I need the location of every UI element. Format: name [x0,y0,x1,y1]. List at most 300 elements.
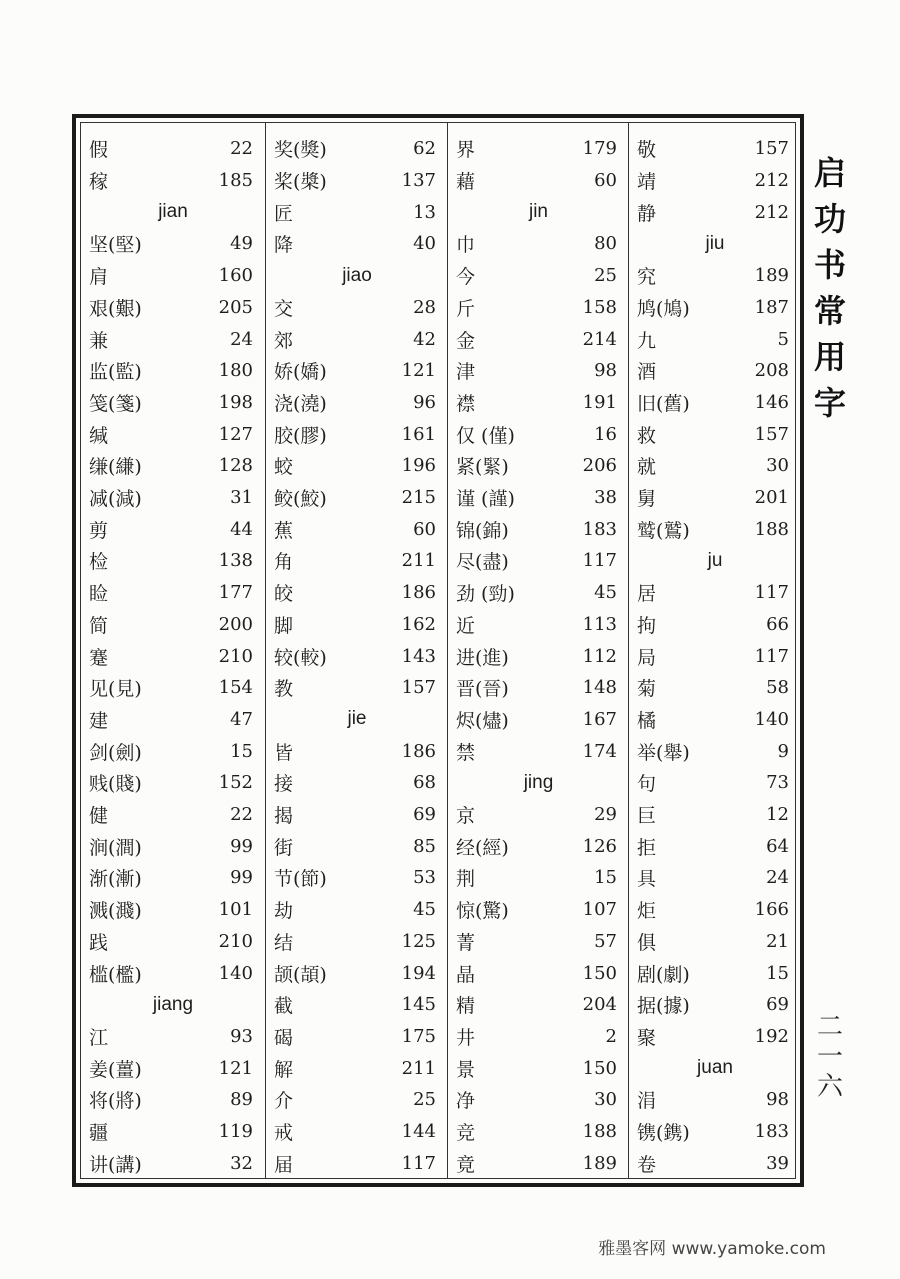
index-entry [81,1021,265,1053]
index-entry [81,1084,265,1116]
entry-page-number: 162 [401,613,436,635]
index-column [628,133,801,1179]
entry-page-number: 49 [230,233,253,255]
index-entry [629,640,801,672]
index-entry [448,704,629,736]
index-entry [266,767,448,799]
entry-page-number: 188 [754,518,789,540]
entry-page-number: 210 [218,930,253,952]
pinyin-label: jiao [342,264,372,286]
index-entry [629,1084,801,1116]
index-entry [629,418,801,450]
entry-page-number: 161 [401,423,436,445]
entry-character: 降 [274,234,294,257]
entry-character: 胶(膠) [274,424,327,447]
pinyin-label: juan [697,1057,733,1079]
index-entry [629,767,801,799]
index-entry [448,545,629,577]
entry-page-number: 191 [582,391,617,413]
entry-page-number: 44 [230,518,253,540]
entry-page-number: 80 [594,233,617,255]
index-entry [81,165,265,197]
index-entry [266,862,448,894]
entry-page-number: 99 [230,835,253,857]
entry-character: 角 [274,551,294,574]
entry-character: 解 [274,1058,294,1081]
entry-page-number: 140 [218,962,253,984]
entry-character: 紧(緊) [456,456,509,479]
entry-page-number: 24 [230,328,253,350]
entry-page-number: 146 [754,391,789,413]
entry-page-number: 73 [766,772,789,794]
index-entry [629,894,801,926]
page-number-char: 六 [816,1072,843,1102]
entry-character: 讲(講) [89,1153,142,1176]
index-entry [448,513,629,545]
pinyin-label: jin [528,201,548,223]
entry-page-number: 175 [401,1025,436,1047]
entry-character: 剑(劍) [89,741,142,764]
entry-page-number: 9 [777,740,789,762]
pinyin-label: ju [707,549,723,571]
entry-character: 俱 [637,931,657,954]
entry-page-number: 210 [218,645,253,667]
index-entry [629,862,801,894]
entry-character: 见(見) [89,678,142,701]
column-divider [628,123,629,1178]
entry-character: 届 [274,1153,294,1176]
entry-page-number: 177 [218,582,253,604]
entry-page-number: 214 [582,328,617,350]
entry-page-number: 24 [766,867,789,889]
entry-page-number: 157 [754,423,789,445]
index-entry [81,830,265,862]
index-entry [629,799,801,831]
index-entry [266,1116,448,1148]
entry-character: 笺(箋) [89,392,142,415]
entry-character: 肩 [89,266,109,289]
index-entry [448,1021,629,1053]
entry-character: 劲 (勁) [456,583,515,606]
index-entry [266,1052,448,1084]
entry-page-number: 66 [766,613,789,635]
entry-character: 街 [274,836,294,859]
entry-page-number: 125 [401,930,436,952]
entry-page-number: 99 [230,867,253,889]
entry-character: 尽(盡) [456,551,509,574]
entry-character: 简 [89,614,109,637]
pinyin-heading [266,260,448,292]
index-entry [448,799,629,831]
index-entry [81,862,265,894]
entry-page-number: 187 [754,296,789,318]
index-entry [266,196,448,228]
index-column [81,133,265,1179]
entry-page-number: 107 [582,899,617,921]
entry-character: 巨 [637,805,657,828]
entry-page-number: 128 [218,455,253,477]
entry-character: 景 [456,1058,476,1081]
entry-character: 鹫(鷲) [637,519,690,542]
index-entry [266,165,448,197]
entry-character: 鲛(鮫) [274,488,327,511]
side-title-char: 常 [813,292,846,330]
entry-character: 践 [89,931,109,954]
entry-character: 谨 (謹) [456,488,515,511]
index-entry [81,513,265,545]
index-entry [81,957,265,989]
entry-page-number: 15 [230,740,253,762]
index-entry [266,513,448,545]
entry-character: 经(經) [456,836,509,859]
index-entry [629,260,801,292]
entry-page-number: 60 [413,518,436,540]
entry-character: 娇(嬌) [274,361,327,384]
entry-page-number: 212 [754,170,789,192]
entry-page-number: 2 [605,1025,617,1047]
entry-character: 菁 [456,931,476,954]
index-entry [448,830,629,862]
entry-page-number: 157 [754,138,789,160]
entry-character: 仅 (僅) [456,424,515,447]
entry-page-number: 185 [218,170,253,192]
side-title-char: 用 [813,338,846,376]
entry-page-number: 60 [594,170,617,192]
index-entry [448,482,629,514]
index-entry [629,672,801,704]
index-entry [266,323,448,355]
entry-character: 监(監) [89,361,142,384]
index-entry [448,894,629,926]
entry-character: 剪 [89,519,109,542]
index-entry [448,577,629,609]
entry-character: 介 [274,1090,294,1113]
index-entry [629,1147,801,1179]
entry-character: 槛(檻) [89,963,142,986]
index-entry [448,228,629,260]
side-title-char: 功 [813,200,846,238]
entry-page-number: 112 [582,645,617,667]
entry-page-number: 201 [754,487,789,509]
entry-character: 皎 [274,583,294,606]
entry-character: 涓 [637,1090,657,1113]
index-entry [629,513,801,545]
index-entry [266,894,448,926]
entry-character: 金 [456,329,476,352]
index-entry [266,482,448,514]
entry-page-number: 148 [582,677,617,699]
entry-page-number: 198 [218,391,253,413]
entry-character: 建 [89,709,109,732]
index-entry [266,830,448,862]
entry-character: 藉 [456,171,476,194]
page-number-char: 一 [816,1042,843,1072]
index-entry [81,450,265,482]
index-entry [266,1021,448,1053]
entry-page-number: 25 [594,265,617,287]
index-entry [448,292,629,324]
entry-character: 巾 [456,234,476,257]
index-entry [629,704,801,736]
entry-character: 浇(澆) [274,392,327,415]
entry-character: 接 [274,773,294,796]
pinyin-label: jiang [152,993,194,1015]
entry-page-number: 22 [230,138,253,160]
pinyin-heading [81,196,265,228]
entry-page-number: 126 [582,835,617,857]
entry-page-number: 188 [582,1121,617,1143]
entry-page-number: 183 [754,1121,789,1143]
index-entry [266,672,448,704]
entry-character: 江 [89,1026,109,1049]
index-entry [81,292,265,324]
index-entry [81,735,265,767]
entry-character: 靖 [637,171,657,194]
entry-character: 局 [637,646,657,669]
index-entry [629,1021,801,1053]
entry-character: 菊 [637,678,657,701]
index-entry [448,609,629,641]
entry-character: 晋(晉) [456,678,509,701]
index-entry [629,323,801,355]
index-entry [448,735,629,767]
index-entry [448,260,629,292]
entry-page-number: 98 [766,1089,789,1111]
entry-page-number: 69 [766,994,789,1016]
index-entry [266,228,448,260]
entry-page-number: 150 [582,962,617,984]
pinyin-heading [448,767,629,799]
entry-page-number: 143 [401,645,436,667]
entry-character: 举(舉) [637,741,690,764]
index-entry [629,165,801,197]
pinyin-label: jiu [705,232,725,254]
entry-character: 节(節) [274,868,327,891]
pinyin-label: jian [158,201,188,223]
entry-character: 将(將) [89,1090,142,1113]
index-entry [448,450,629,482]
entry-character: 津 [456,361,476,384]
entry-page-number: 144 [401,1121,436,1143]
entry-page-number: 15 [594,867,617,889]
entry-page-number: 204 [582,994,617,1016]
entry-character: 兼 [89,329,109,352]
index-entry [266,387,448,419]
entry-character: 具 [637,868,657,891]
entry-page-number: 160 [218,265,253,287]
entry-character: 酒 [637,361,657,384]
entry-character: 截 [274,995,294,1018]
entry-character: 教 [274,678,294,701]
page-number [812,1012,848,1102]
entry-page-number: 42 [413,328,436,350]
index-entry [266,418,448,450]
entry-character: 舅 [637,488,657,511]
entry-page-number: 15 [766,962,789,984]
entry-character: 晶 [456,963,476,986]
entry-character: 九 [637,329,657,352]
entry-character: 旧(舊) [637,392,690,415]
entry-character: 荆 [456,868,476,891]
entry-character: 颉(頡) [274,963,327,986]
entry-character: 蛟 [274,456,294,479]
entry-character: 今 [456,266,476,289]
entry-page-number: 101 [218,899,253,921]
index-entry [81,799,265,831]
index-entry [629,609,801,641]
entry-page-number: 40 [413,233,436,255]
entry-character: 究 [637,266,657,289]
entry-character: 奖(獎) [274,139,327,162]
entry-character: 斤 [456,297,476,320]
entry-page-number: 179 [582,138,617,160]
entry-character: 缣(縑) [89,456,142,479]
entry-character: 句 [637,773,657,796]
index-entry [266,292,448,324]
watermark-text: 雅墨客网 www.yamoke.com [598,1239,826,1259]
index-entry [266,926,448,958]
entry-page-number: 117 [754,645,789,667]
side-title-char: 字 [813,384,846,422]
entry-page-number: 64 [766,835,789,857]
index-entry [448,989,629,1021]
index-entry [629,450,801,482]
index-entry [448,1052,629,1084]
index-entry [266,1084,448,1116]
entry-page-number: 57 [594,930,617,952]
entry-character: 烬(燼) [456,709,509,732]
entry-page-number: 117 [401,1152,436,1174]
index-entry [81,609,265,641]
index-entry [81,418,265,450]
entry-page-number: 196 [401,455,436,477]
entry-page-number: 121 [401,360,436,382]
entry-page-number: 89 [230,1089,253,1111]
index-entry [448,387,629,419]
entry-page-number: 62 [413,138,436,160]
entry-page-number: 28 [413,296,436,318]
entry-page-number: 32 [230,1152,253,1174]
index-entry [448,862,629,894]
entry-character: 涧(澗) [89,836,142,859]
index-entry [81,355,265,387]
entry-page-number: 140 [754,708,789,730]
index-entry [448,1147,629,1179]
column-divider [265,123,266,1178]
entry-page-number: 157 [401,677,436,699]
entry-character: 减(減) [89,488,142,511]
entry-character: 进(進) [456,646,509,669]
entry-page-number: 127 [218,423,253,445]
entry-page-number: 93 [230,1025,253,1047]
entry-page-number: 13 [413,201,436,223]
index-entry [629,1116,801,1148]
index-entry [629,830,801,862]
entry-page-number: 113 [582,613,617,635]
index-entry [81,1052,265,1084]
entry-character: 鸠(鳩) [637,297,690,320]
index-entry [448,418,629,450]
entry-character: 橘 [637,709,657,732]
entry-page-number: 167 [582,708,617,730]
index-entry [448,672,629,704]
entry-character: 健 [89,805,109,828]
entry-character: 坚(堅) [89,234,142,257]
pinyin-heading [629,545,801,577]
entry-page-number: 31 [230,487,253,509]
entry-character: 京 [456,805,476,828]
index-entry [448,957,629,989]
entry-character: 就 [637,456,657,479]
index-entry [448,165,629,197]
index-entry [81,672,265,704]
entry-page-number: 117 [582,550,617,572]
entry-character: 襟 [456,392,476,415]
entry-page-number: 30 [766,455,789,477]
index-entry [629,577,801,609]
index-entry [448,355,629,387]
entry-character: 桨(槳) [274,171,327,194]
entry-page-number: 215 [401,487,436,509]
entry-character: 聚 [637,1026,657,1049]
index-entry [448,1116,629,1148]
entry-page-number: 212 [754,201,789,223]
index-entry [81,894,265,926]
side-title [808,150,852,426]
side-title-char: 书 [813,246,846,284]
index-entry [81,1147,265,1179]
entry-page-number: 68 [413,772,436,794]
entry-page-number: 145 [401,994,436,1016]
entry-page-number: 45 [594,582,617,604]
pinyin-heading [448,196,629,228]
entry-character: 井 [456,1026,476,1049]
side-title-char: 启 [813,154,846,192]
entry-page-number: 189 [582,1152,617,1174]
entry-character: 竞 [456,1122,476,1145]
index-entry [266,355,448,387]
index-entry [81,387,265,419]
entry-character: 匠 [274,202,294,225]
index-entry [81,133,265,165]
pinyin-label: jie [347,708,367,730]
entry-page-number: 22 [230,804,253,826]
entry-page-number: 211 [401,550,436,572]
entry-character: 较(較) [274,646,327,669]
entry-page-number: 208 [754,360,789,382]
entry-character: 救 [637,424,657,447]
entry-character: 锦(錦) [456,519,509,542]
entry-character: 近 [456,614,476,637]
entry-character: 净 [456,1090,476,1113]
entry-character: 界 [456,139,476,162]
entry-page-number: 180 [218,360,253,382]
entry-page-number: 58 [766,677,789,699]
entry-character: 疆 [89,1122,109,1145]
entry-character: 假 [89,139,109,162]
entry-page-number: 47 [230,708,253,730]
entry-page-number: 186 [401,582,436,604]
index-entry [266,450,448,482]
index-entry [266,1147,448,1179]
index-entry [448,1084,629,1116]
entry-character: 拒 [637,836,657,859]
index-entry [266,957,448,989]
entry-page-number: 38 [594,487,617,509]
entry-page-number: 121 [218,1057,253,1079]
index-entry [629,387,801,419]
entry-character: 脚 [274,614,294,637]
